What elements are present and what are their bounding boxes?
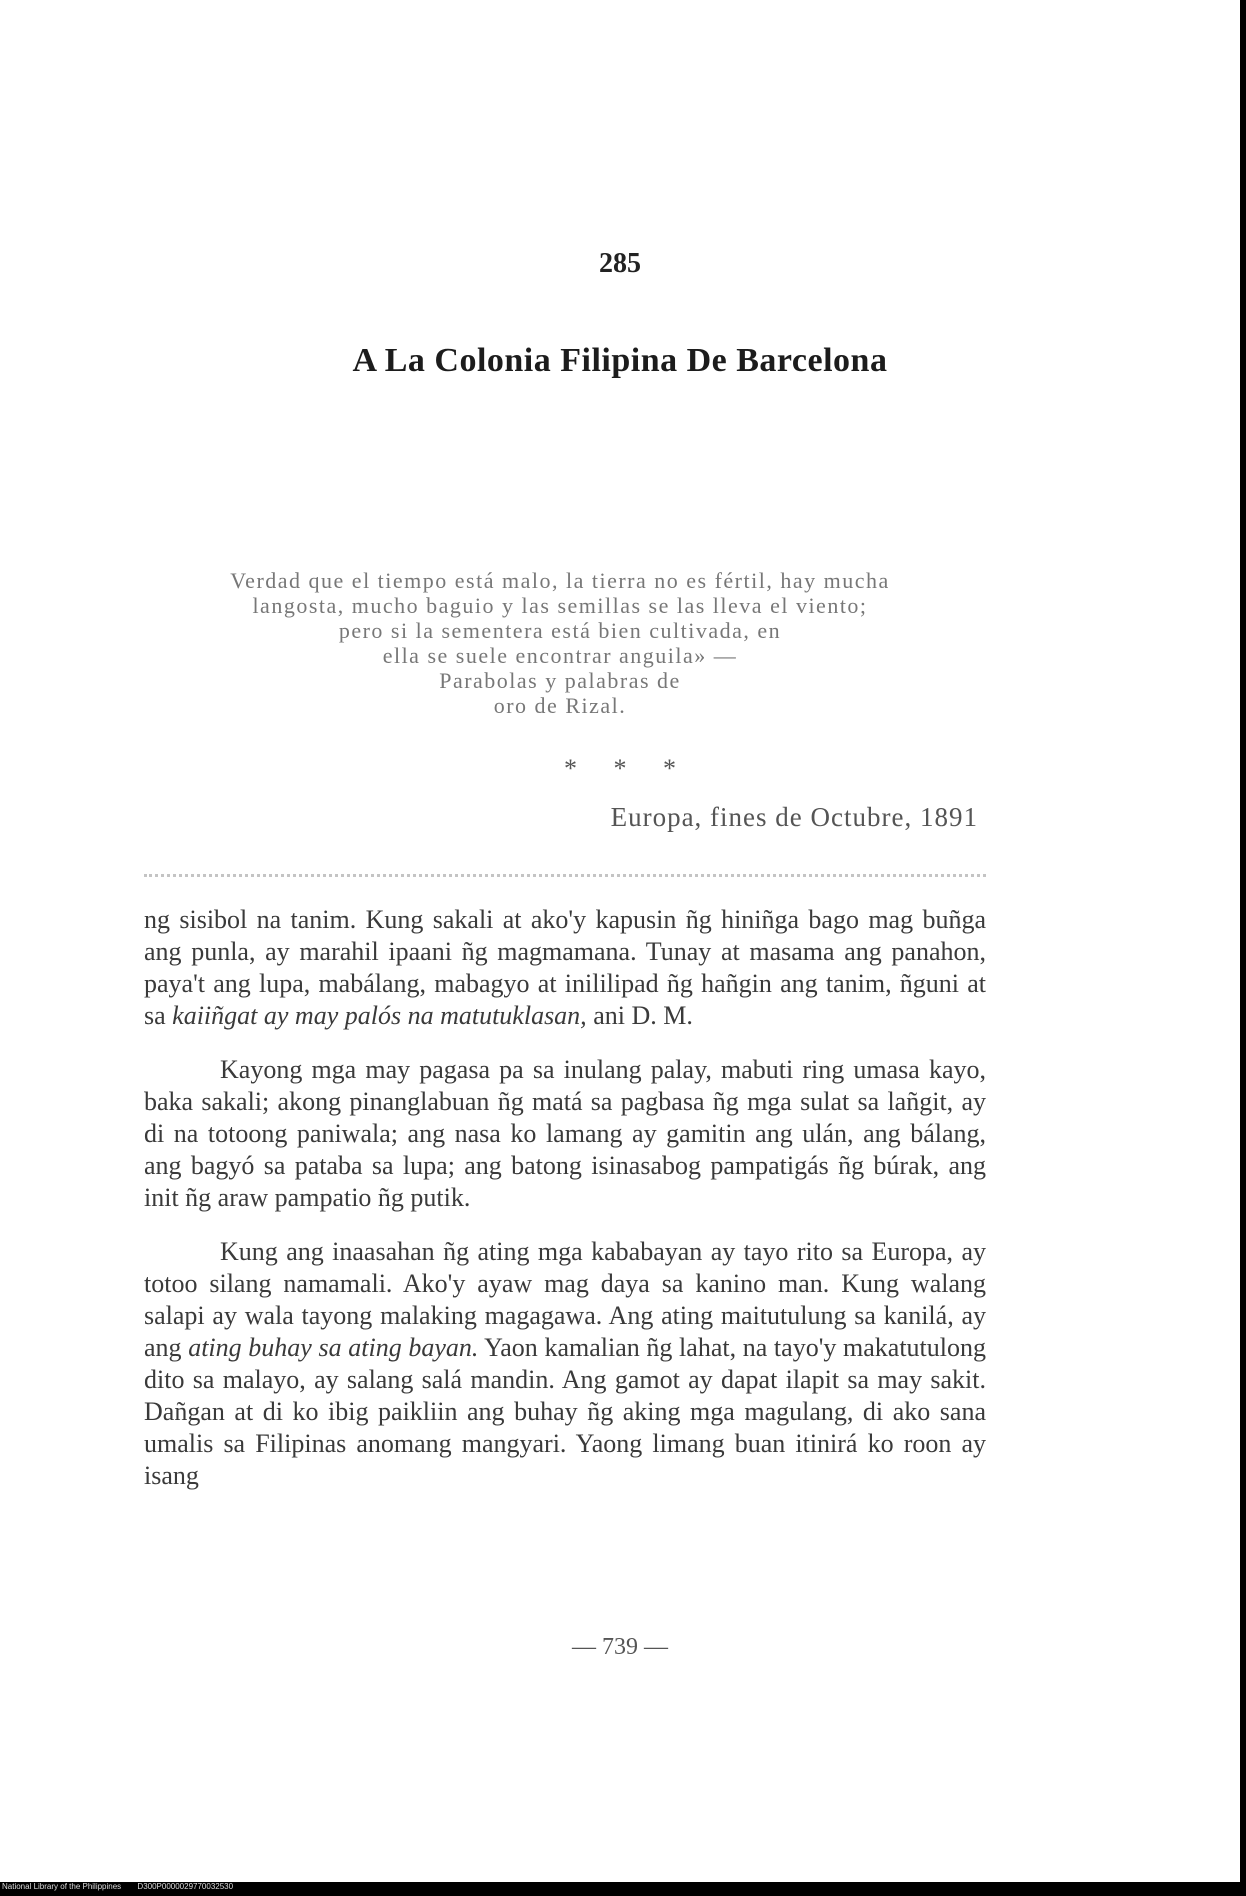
library-credit: National Library of the Philippines xyxy=(2,1882,122,1891)
epigraph xyxy=(130,568,990,718)
paragraph xyxy=(144,904,986,1032)
paragraph-text: Kung ang inaasahan ñg ating mga kababayan ay tayo rito sa Europa, ay totoo silang namamali. Ako'y ayaw mag daya sa kanino man. Kung walang salapi ay wala tayong malaking magagawa. Ang ating maitutulung sa kanilá, ay ang xyxy=(144,1237,986,1362)
scan-credit xyxy=(2,1882,247,1891)
epigraph-line: oro de Rizal. xyxy=(493,693,627,718)
page-number: 285 xyxy=(599,248,641,279)
epigraph-line: Parabolas y palabras de xyxy=(439,668,681,693)
paragraph-text: ng sisibol na tanim. Kung sakali at ako'y kapusin ñg hiniñga bago mag buñga ang punla, ay marahil ipaani ñg magmamana. Tunay at masama ang panahon, paya't ang lupa, mabálang, mabagyo at inililipad ñg hañgin ang tanim, ñguni at sa xyxy=(144,905,986,1030)
page-footer-number: — 739 — xyxy=(572,1634,668,1660)
paragraph xyxy=(144,1236,986,1492)
scan-code: D300P0000029770032530 xyxy=(137,1882,234,1891)
paragraph-emphasis: kaiiñgat ay may palós na matutuklasan, xyxy=(172,1001,587,1030)
epigraph-line: langosta, mucho baguio y las semillas se las lleva el viento; xyxy=(252,593,868,618)
epigraph-line: ella se suele encontrar anguila» — xyxy=(382,643,738,668)
paragraph-emphasis: ating buhay sa ating bayan. xyxy=(188,1333,479,1362)
paragraph-text: Yaon kamalian ñg lahat, na tayo'y makatutulong dito sa malayo, ay salang salá mandin. Ang gamot ay dapat ilapit sa may sakit. Dañgan at di ko ibig paikliin ang buhay ñg aking mga magulang, di ako sana umalis sa Filipinas anomang mangyari. Yaong limang buan itinirá ko roon ay isang xyxy=(144,1333,987,1490)
paragraph-text: ani D. M. xyxy=(586,1001,693,1030)
epigraph-line: pero si la sementera está bien cultivada, en xyxy=(338,618,782,643)
section-stars: * * * xyxy=(564,754,676,783)
dotted-divider xyxy=(144,874,986,877)
paragraph: Kayong mga may pagasa pa sa inulang palay, mabuti ring umasa kayo, baka sakali; akong pinanglabuan ñg matá sa pagbasa ñg mga sulat sa lañgit, ay di na totoong paniwala; ang nasa ko lamang ay gamitin ang ulán, ang bálang, ang bagyó sa pataba sa lupa; ang batong isinasabog pampatigás ñg búrak, ang init ñg araw pampatio ñg putik. xyxy=(144,1055,986,1212)
dateline: Europa, fines de Octubre, 1891 xyxy=(610,802,978,832)
page-title: A La Colonia Filipina De Barcelona xyxy=(352,342,888,379)
body-text xyxy=(144,904,986,1514)
epigraph-line: Verdad que el tiempo está malo, la tierra no es fértil, hay mucha xyxy=(230,568,890,593)
